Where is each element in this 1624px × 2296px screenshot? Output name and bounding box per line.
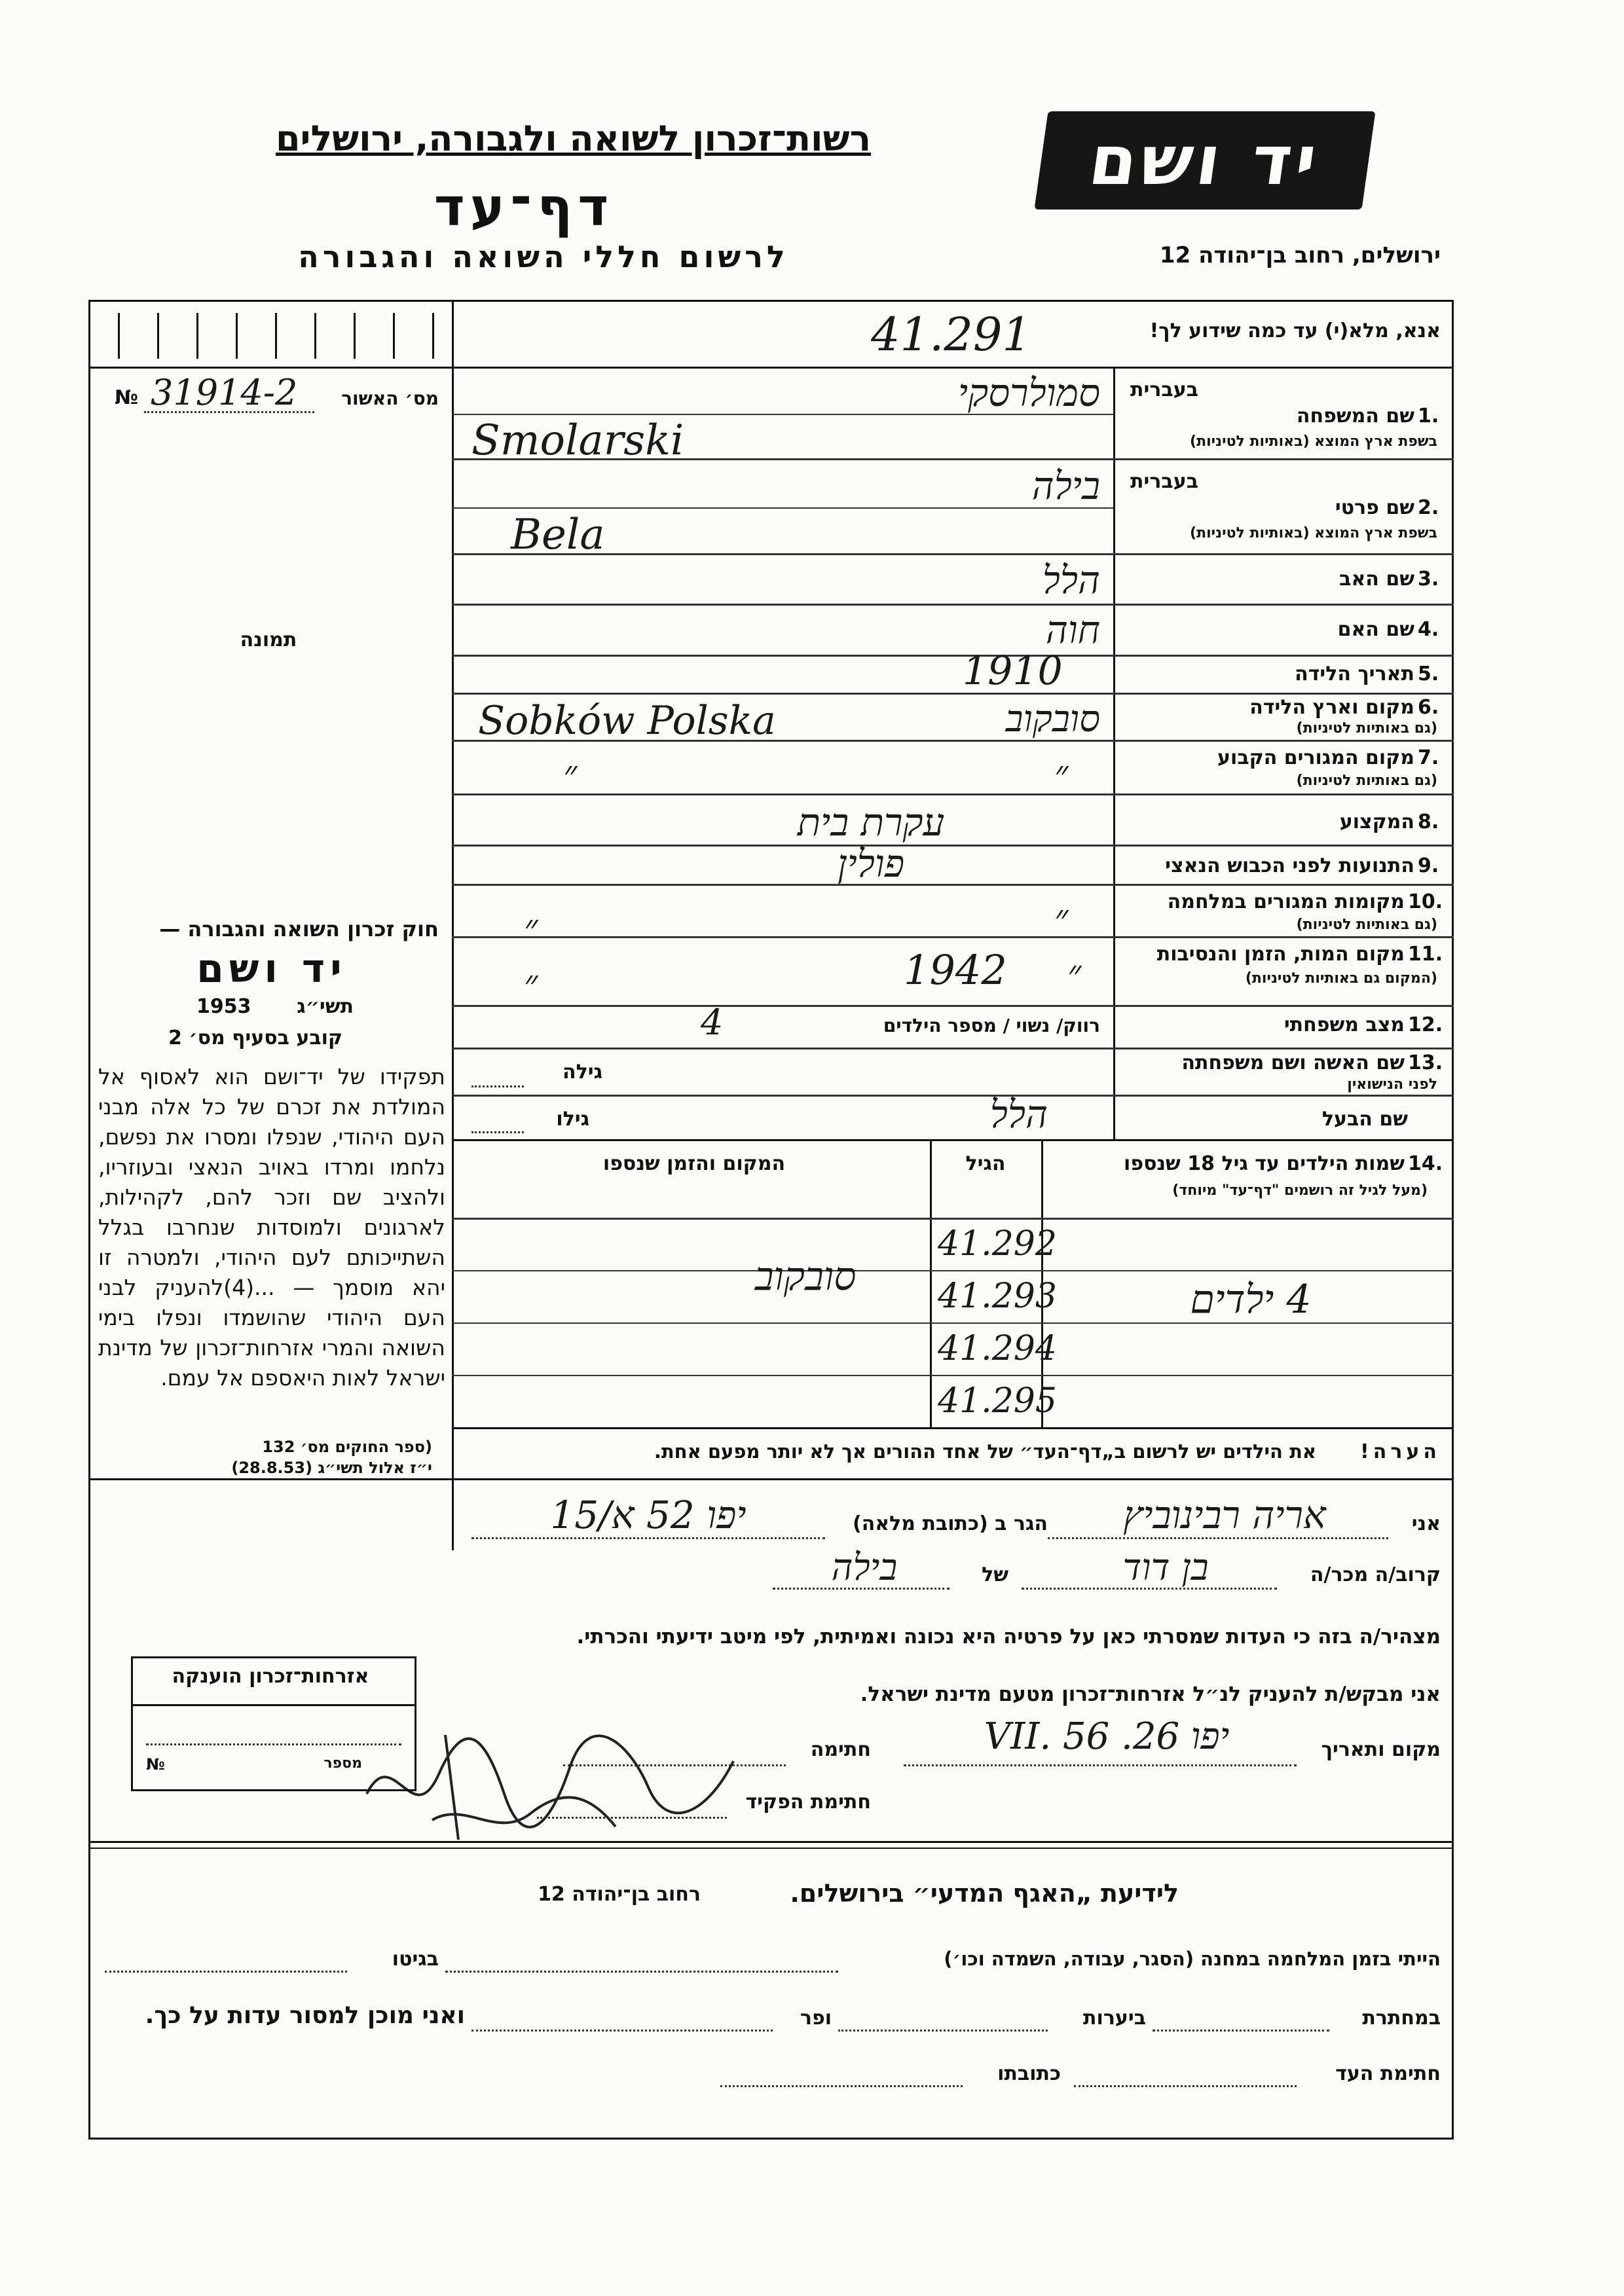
field-8-label: המקצוע: [1339, 811, 1414, 833]
husband-age-label: גילו: [556, 1108, 589, 1131]
field-11-label: מקום המות, הזמן והנסיבות: [1156, 943, 1405, 966]
field-5-value: 1910: [963, 648, 1063, 694]
field-4-label: שם האם: [1337, 618, 1414, 641]
field-2-hebrew-tag: בעברית: [1130, 470, 1198, 493]
field-1-value-latin: Smolarski: [471, 416, 684, 465]
photo-label: תמונה: [240, 629, 297, 651]
request-text: אני מבקש/ת להעניק לנ״ל אזרחות־זכרון מטעם מדינת ישראל.: [860, 1683, 1441, 1706]
field-13-sub: לפני הנישואין: [1347, 1076, 1437, 1093]
declaration-relation-value: בן דוד: [1122, 1546, 1209, 1589]
field-7-number: 7.: [1418, 746, 1439, 769]
footer-line2-willing: ואני מוכן למסור עדות על כך.: [145, 2002, 465, 2029]
page-number: 41.291: [871, 308, 1031, 361]
field-7-sub: (גם באותיות לטיניות): [1296, 773, 1437, 789]
field-12-options: רווק/ נשוי / מספר הילדים: [883, 1015, 1100, 1036]
registration-label: מס׳ האשור: [341, 388, 439, 409]
footer-title: לידיעת „האגף המדעי״ בירושלים.: [790, 1879, 1179, 1908]
field-10-value-a: ״: [1054, 897, 1069, 939]
official-signature-label: חתימת הפקיד: [745, 1791, 871, 1813]
citizenship-box-title: אזרחות־זכרון הוענקה: [172, 1665, 369, 1688]
children-names-value: 4 ילדים: [1190, 1277, 1312, 1322]
note-text: את הילדים יש לרשום ב„דף־העד״ של אחד ההורים אך לא יותר מפעם אחת.: [654, 1440, 1316, 1463]
authority-name: רשות־זכרון לשואה ולגבורה, ירושלים: [275, 118, 871, 159]
law-text: תפקידו של יד־ושם הוא לאסוף אל המולדת את זכרם של כל אלה מבני העם היהודי, שנפלו ומסרו את נפשם, נלחמו ומרדו באויב הנאצי ובעוזריו, ולהציב שם וזכר להם, לקהילות, לארגונים ולמוסדות שנחרבו בגלל השתייכותם לעם היהודי, ולמטרה זו יהא מוסמך — ...(4)להעניק לבני העם היהודי שהושמדו ונפלו בימי השואה והמרי אזרחות־זכרון של מדינת ישראל לאות היאספם אל עמם.: [98, 1064, 445, 1391]
field-14-label: שמות הילדים עד גיל 18 שנספו: [1124, 1152, 1405, 1175]
place-date-value: יפו 26. VII. 56: [984, 1715, 1230, 1758]
children-age-header: הגיל: [965, 1152, 1006, 1175]
footer-witness-address-label: כתובתו: [997, 2062, 1061, 2085]
field-6-value-latin: Sobków Polska: [478, 698, 776, 744]
field-3-label: שם האב: [1339, 568, 1414, 591]
field-13-number: 13.: [1408, 1051, 1443, 1074]
registration-boxes: [88, 300, 452, 365]
footer-rule-top2: [88, 1848, 1454, 1849]
field-13-label: שם האשה ושם משפחתה: [1181, 1051, 1405, 1074]
field-6-sub: (גם באותיות לטיניות): [1296, 720, 1437, 737]
field-14-number: 14.: [1408, 1152, 1443, 1175]
field-13-age-label: גילה: [563, 1061, 602, 1084]
husband-label: שם הבעל: [1321, 1108, 1408, 1131]
field-11-value-b: ״: [524, 962, 538, 1005]
field-6-value-hebrew: סובקוב: [1005, 698, 1100, 740]
law-year-hebrew: תשי״ג: [297, 995, 354, 1018]
field-2-number: 2.: [1418, 496, 1439, 519]
footer-rule-top: [88, 1841, 1454, 1843]
field-8-number: 8.: [1418, 811, 1439, 833]
citizenship-no-sign: №: [146, 1755, 165, 1774]
field-11-sub: (המקום גם באותיות לטיניות): [1245, 970, 1437, 987]
field-10-sub: (גם באותיות לטיניות): [1296, 917, 1437, 933]
field-4-value: חוה: [1045, 608, 1100, 652]
law-year: 1953: [196, 995, 251, 1018]
law-gazette: (ספר החוקים מס׳ 132: [262, 1438, 432, 1456]
form-subtitle: לרשום חללי השואה והגבורה: [298, 239, 789, 274]
declaration-of-value: בילה: [831, 1546, 898, 1589]
field-5-number: 5.: [1418, 663, 1439, 685]
citizenship-box: [131, 1656, 416, 1791]
field-6-label: מקום וארץ הלידה: [1249, 696, 1414, 719]
label-column-divider: [1113, 367, 1115, 1139]
field-10-label: מקומות המגורים במלחמה: [1167, 890, 1405, 913]
note-label: הערה!: [1360, 1440, 1441, 1463]
field-9-number: 9.: [1418, 854, 1439, 877]
field-1-value-hebrew: סמולרסקי: [957, 371, 1100, 415]
registration-no-sign: №: [115, 386, 139, 409]
footer-line2-and: ופר: [800, 2007, 832, 2030]
field-7-label: מקום המגורים הקבוע: [1217, 746, 1414, 769]
header-address: ירושלים, רחוב בן־יהודה 12: [1159, 242, 1441, 268]
declaration-text: מצהיר/ה בזה כי העדות שמסרתי כאן על פרטיה היא נכונה ואמיתית, לפי מיטב ידיעתי והכרתי.: [576, 1625, 1441, 1649]
field-2-label: שם פרטי: [1335, 496, 1414, 519]
registration-number: 31914-2: [151, 372, 298, 413]
form-title: דף־עד: [434, 177, 614, 238]
field-10-number: 10.: [1408, 890, 1443, 913]
field-9-label: התנועות לפני הכבוש הנאצי: [1165, 854, 1414, 877]
field-12-children-count: 4: [701, 1002, 724, 1043]
declaration-resident-label: הגר ב (כתובת מלאה): [852, 1512, 1048, 1535]
field-4-number: 4.: [1418, 618, 1439, 641]
field-11-value-year: 1942: [904, 946, 1007, 994]
yad-vashem-logo: [1034, 111, 1375, 210]
field-3-value: הלל: [1042, 558, 1100, 602]
field-2-sub: בשפת ארץ המוצא (באותיות לטיניות): [1190, 525, 1437, 541]
field-10-value-b: ״: [524, 907, 538, 949]
field-11-value-a: ״: [1067, 953, 1082, 995]
field-2-value-hebrew: בילה: [1031, 464, 1100, 508]
footer-rule-bottom: [88, 2138, 1454, 2140]
fill-prompt: אנא, מלא(י) עד כמה שידוע לך!: [1149, 319, 1441, 342]
place-date-label: מקום ותאריך: [1321, 1738, 1441, 1761]
child-id-2: 41.293: [938, 1277, 1057, 1316]
footer-line2-forests: ביערות: [1083, 2007, 1146, 2030]
law-title: חוק זכרון השואה והגבורה —: [159, 917, 439, 941]
field-5-label: תאריך הלידה: [1295, 663, 1414, 685]
field-8-value: עקרת בית: [797, 800, 945, 845]
children-place-header: המקום והזמן שנספו: [602, 1152, 786, 1175]
footer-line2-underground: במחתרת: [1362, 2007, 1441, 2030]
field-7-value-b: ״: [563, 753, 578, 795]
field-3-number: 3.: [1418, 568, 1439, 591]
declaration-i-label: אני: [1411, 1512, 1441, 1535]
footer-line1-start: הייתי בזמן המלחמה במחנה (הסגר, עבודה, השמדה וכו׳): [944, 1948, 1441, 1970]
field-14-sub: (מעל לגיל זה רושמים "דף־עד" מיוחד): [1172, 1182, 1428, 1199]
field-1-label: שם המשפחה: [1296, 405, 1414, 428]
husband-value: הלל: [989, 1092, 1048, 1137]
child-id-4: 41.295: [938, 1381, 1057, 1421]
law-org: יד ושם: [196, 946, 347, 992]
law-gazette-date: י״ז אלול תשי״ג (28.8.53): [231, 1459, 432, 1477]
declaration-i-value: אריה רבינוביץ: [1123, 1493, 1326, 1537]
sidebar-divider: [452, 300, 454, 1550]
children-place-value: סובקוב: [754, 1254, 857, 1300]
citizenship-number-label: מספר: [323, 1755, 362, 1772]
child-id-3: 41.294: [938, 1329, 1057, 1368]
frame-right: [1452, 300, 1454, 1478]
field-11-number: 11.: [1408, 943, 1443, 966]
signature-label: חתימה: [810, 1738, 871, 1761]
field-2-value-latin: Bela: [511, 511, 605, 559]
field-12-number: 12.: [1408, 1013, 1443, 1036]
footer-address: רחוב בן־יהודה 12: [538, 1883, 701, 1906]
footer-witness-signature-label: חתימת העד: [1335, 2062, 1441, 2085]
field-1-sub: בשפת ארץ המוצא (באותיות לטיניות): [1190, 433, 1437, 450]
frame-bottom: [88, 1478, 1454, 1480]
field-7-value-a: ״: [1054, 753, 1069, 795]
declaration-of-label: של: [982, 1563, 1008, 1586]
frame-left: [88, 300, 90, 1478]
field-9-value: פולין: [837, 841, 905, 886]
field-1-number: 1.: [1418, 405, 1439, 428]
footer-line1-end: בגיטו: [392, 1948, 439, 1971]
declaration-address-value: יפו 52 א/15: [550, 1493, 747, 1537]
law-section: קובע בסעיף מס׳ 2: [168, 1027, 343, 1049]
declaration-relative-label: קרוב/ה מכר/ה: [1310, 1563, 1441, 1586]
field-6-number: 6.: [1418, 696, 1439, 719]
field-1-hebrew-tag: בעברית: [1130, 378, 1198, 401]
field-12-label: מצב משפחתי: [1283, 1013, 1405, 1036]
child-id-1: 41.292: [938, 1224, 1057, 1264]
logo-text: יד ושם: [1084, 120, 1326, 200]
